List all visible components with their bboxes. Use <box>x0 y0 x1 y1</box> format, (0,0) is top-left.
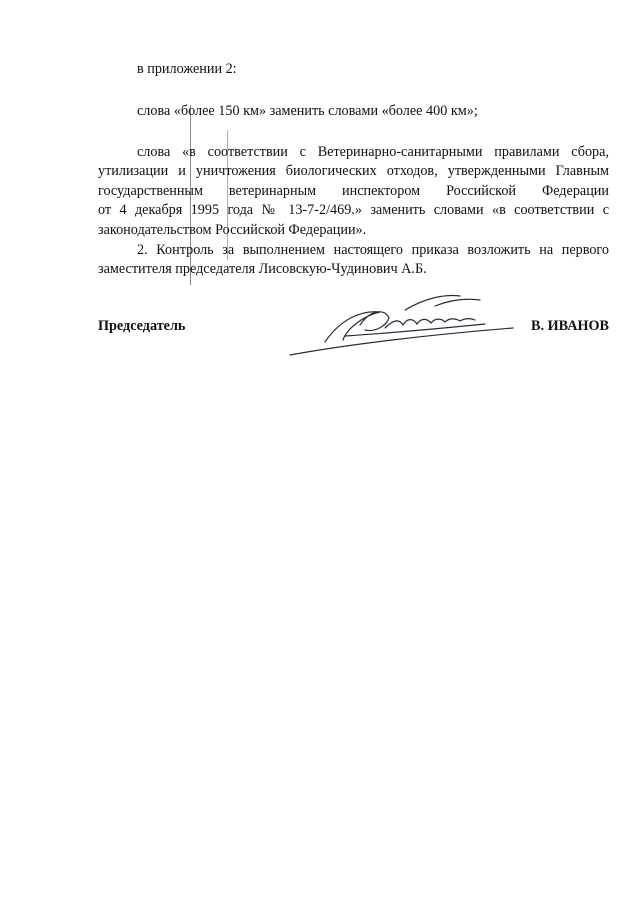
paragraph-line: от 4 декабря 1995 года № 13-7-2/469.» заменить словами «в соответствии с <box>98 202 609 219</box>
paragraph-line: законодательством Российской Федерации». <box>98 221 367 238</box>
paragraph-line: 2. Контроль за выполнением настоящего приказа возложить на первого <box>137 242 609 258</box>
distance-replacement-paragraph: слова «более 150 км» заменить словами «более 400 км»; <box>137 103 478 119</box>
paragraph-line: слова «в соответствии с Ветеринарно-санитарными правилами сбора, <box>137 144 609 160</box>
paragraph-line: государственным ветеринарным инспектором Российской Федерации <box>98 182 609 199</box>
rules-replacement-paragraph <box>98 143 609 240</box>
paragraph-line: заместителя председателя Лисовскую-Чудинович А.Б. <box>98 261 427 278</box>
paragraph-line: утилизации и уничтожения биологических отходов, утвержденными Главным <box>98 163 609 180</box>
signature-row <box>98 318 609 342</box>
appendix-heading: в приложении 2: <box>137 61 237 77</box>
signatory-name: В. ИВАНОВ <box>531 318 609 334</box>
control-paragraph <box>98 241 609 280</box>
signatory-title: Председатель <box>98 318 186 334</box>
